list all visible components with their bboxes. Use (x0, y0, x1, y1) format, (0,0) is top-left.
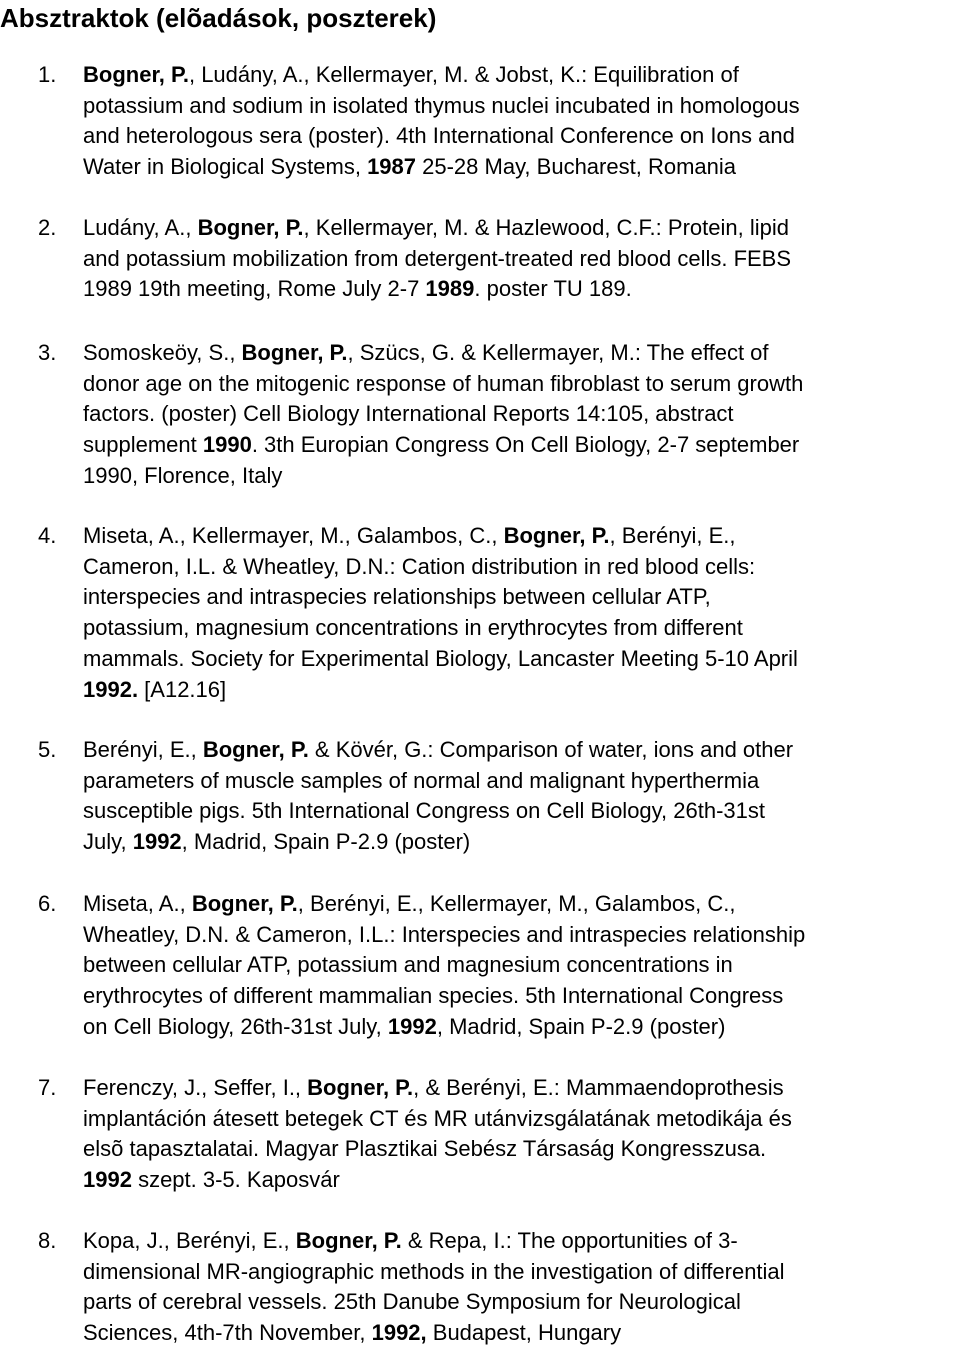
citation-text: supplement (83, 432, 203, 458)
page-title: Absztraktok (elõadások, poszterek) (0, 3, 437, 33)
citation-text: Miseta, A., Kellermayer, M., Galambos, C., (83, 523, 504, 548)
citation-text: Kopa, J., Berényi, E., (83, 1228, 296, 1253)
citation-line (83, 121, 960, 152)
citation-text: , Kellermayer, M. & Hazlewood, C.F.: Protein, lipid (303, 215, 789, 240)
citation-text: parts of cerebral vessels. 25th Danube Symposium for Neurological (83, 1289, 741, 1315)
citation-line (83, 60, 960, 91)
entry-number: 4. (38, 523, 57, 548)
citation-line (83, 796, 960, 827)
citation-text: interspecies and intraspecies relationships between cellular ATP, (83, 584, 711, 610)
citation-line (83, 1134, 960, 1165)
citation-text: Wheatley, D.N. & Cameron, I.L.: Interspecies and intraspecies relationship (83, 921, 806, 947)
citation-line (83, 1257, 960, 1288)
citation-line (83, 1073, 960, 1104)
emphasized-text: 1992. (83, 676, 139, 702)
citation-text: . 3th Europian Congress On Cell Biology, 2-7 september (251, 432, 800, 458)
entry-number: 3. (38, 340, 57, 365)
citation-text: Ferenczy, J., Seffer, I., (83, 1075, 308, 1100)
entry-citation (83, 889, 960, 1043)
emphasized-text: Bogner, P. (191, 891, 298, 916)
citation-text: Miseta, A., (83, 891, 192, 916)
citation-text: & Repa, I.: The opportunities of 3- (401, 1228, 738, 1253)
entry-number: 2. (38, 215, 57, 240)
citation-text: 1990, Florence, Italy (83, 462, 283, 488)
emphasized-text: 1987 (367, 154, 417, 180)
entry-citation (83, 60, 960, 183)
citation-line (83, 644, 960, 675)
citation-text: , & Berényi, E.: Mammaendoprothesis (413, 1075, 784, 1100)
emphasized-text: Bogner, P. (503, 523, 610, 548)
citation-text: , Ludány, A., Kellermayer, M. & Jobst, K.: Equilibration of (188, 62, 739, 87)
citation-line (83, 213, 960, 244)
emphasized-text: Bogner, P. (83, 62, 189, 87)
citation-text: Berényi, E., (83, 737, 203, 762)
citation-line (83, 461, 960, 492)
entry-citation (83, 735, 960, 858)
emphasized-text: 1992, (371, 1320, 427, 1346)
citation-line (83, 430, 960, 461)
citation-text: on Cell Biology, 26th-31st July, (83, 1013, 388, 1039)
citation-line (83, 1226, 960, 1257)
emphasized-text: 1990 (202, 432, 252, 458)
citation-text: potassium, magnesium concentrations in erythrocytes from different (83, 615, 743, 641)
citation-line (83, 613, 960, 644)
citation-line (83, 152, 960, 183)
entry-number: 6. (38, 891, 57, 916)
emphasized-text: 1992 (387, 1013, 437, 1039)
citation-text: and heterologous sera (poster). 4th International Conference on Ions and (83, 123, 795, 149)
citation-line (83, 675, 960, 706)
citation-text: and potassium mobilization from detergent-treated red blood cells. FEBS (83, 245, 792, 271)
emphasized-text: Bogner, P. (202, 737, 309, 762)
citation-text: [A12.16] (138, 676, 227, 702)
citation-text: implantáción átesett betegek CT és MR utánvizsgálatának metodikája és (83, 1105, 792, 1131)
emphasized-text: 1989 (425, 276, 475, 302)
citation-text: , Madrid, Spain P-2.9 (poster) (436, 1013, 726, 1039)
citation-text: elsõ tapasztalatai. Magyar Plasztikai Sebész Társaság Kongresszusa. (83, 1136, 767, 1162)
citation-text: szept. 3-5. Kaposvár (131, 1167, 340, 1193)
entry-citation (83, 338, 960, 492)
citation-line (83, 1287, 960, 1318)
citation-text: July, (83, 829, 133, 855)
citation-text: parameters of muscle samples of normal and malignant hyperthermia (83, 767, 760, 793)
citation-line (83, 91, 960, 122)
citation-line (83, 766, 960, 797)
citation-text: Sciences, 4th-7th November, (83, 1320, 372, 1346)
emphasized-text: Bogner, P. (295, 1228, 402, 1253)
citation-text: mammals. Society for Experimental Biology, Lancaster Meeting 5-10 April (83, 645, 798, 671)
citation-text: factors. (poster) Cell Biology International Reports 14:105, abstract (83, 401, 734, 427)
entry-citation (83, 213, 960, 305)
citation-line (83, 1318, 960, 1349)
citation-line (83, 399, 960, 430)
citation-line (83, 274, 960, 305)
emphasized-text: Bogner, P. (241, 340, 348, 365)
citation-text: Budapest, Hungary (426, 1320, 622, 1346)
citation-line (83, 338, 960, 369)
entry-citation (83, 521, 960, 705)
emphasized-text: 1992 (132, 829, 182, 855)
citation-text: between cellular ATP, potassium and magnesium concentrations in (83, 952, 733, 978)
citation-text: , Berényi, E., (609, 523, 736, 548)
citation-text: potassium and sodium in isolated thymus nuclei incubated in homologous (83, 92, 800, 118)
citation-line (83, 1104, 960, 1135)
citation-line (83, 735, 960, 766)
emphasized-text: Bogner, P. (307, 1075, 414, 1100)
citation-line (83, 950, 960, 981)
citation-text: Ludány, A., (83, 215, 198, 240)
citation-line (83, 521, 960, 552)
citation-line (83, 981, 960, 1012)
citation-text: & Kövér, G.: Comparison of water, ions and other (308, 737, 794, 762)
citation-text: , Szücs, G. & Kellermayer, M.: The effect of (347, 340, 769, 365)
emphasized-text: 1992 (83, 1167, 132, 1193)
citation-text: 25-28 May, Bucharest, Romania (416, 154, 736, 180)
citation-line (83, 827, 960, 858)
entry-number: 8. (38, 1228, 57, 1253)
citation-text: erythrocytes of different mammalian species. 5th International Congress (83, 983, 784, 1009)
citation-line (83, 369, 960, 400)
citation-line (83, 552, 960, 583)
citation-text: , Madrid, Spain P-2.9 (poster) (181, 829, 471, 855)
emphasized-text: Bogner, P. (197, 215, 304, 240)
citation-line (83, 1012, 960, 1043)
citation-text: , Berényi, E., Kellermayer, M., Galambos, C., (297, 891, 736, 916)
citation-text: donor age on the mitogenic response of human fibroblast to serum growth (83, 370, 804, 396)
citation-line (83, 1165, 960, 1196)
citation-text: dimensional MR-angiographic methods in the investigation of differential (83, 1258, 785, 1284)
entry-citation (83, 1073, 960, 1196)
entry-number: 7. (38, 1075, 57, 1100)
citation-text: susceptible pigs. 5th International Congress on Cell Biology, 26th-31st (83, 798, 765, 824)
citation-line (83, 920, 960, 951)
citation-text: Somoskeöy, S., (83, 340, 242, 365)
citation-line (83, 244, 960, 275)
citation-text: 1989 19th meeting, Rome July 2-7 (83, 276, 426, 302)
citation-text: Water in Biological Systems, (83, 154, 368, 180)
citation-text: Cameron, I.L. & Wheatley, D.N.: Cation distribution in red blood cells: (83, 553, 756, 579)
entry-citation (83, 1226, 960, 1349)
citation-line (83, 582, 960, 613)
citation-text: . poster TU 189. (474, 276, 632, 302)
entry-number: 1. (38, 62, 57, 87)
entry-number: 5. (38, 737, 57, 762)
citation-line (83, 889, 960, 920)
